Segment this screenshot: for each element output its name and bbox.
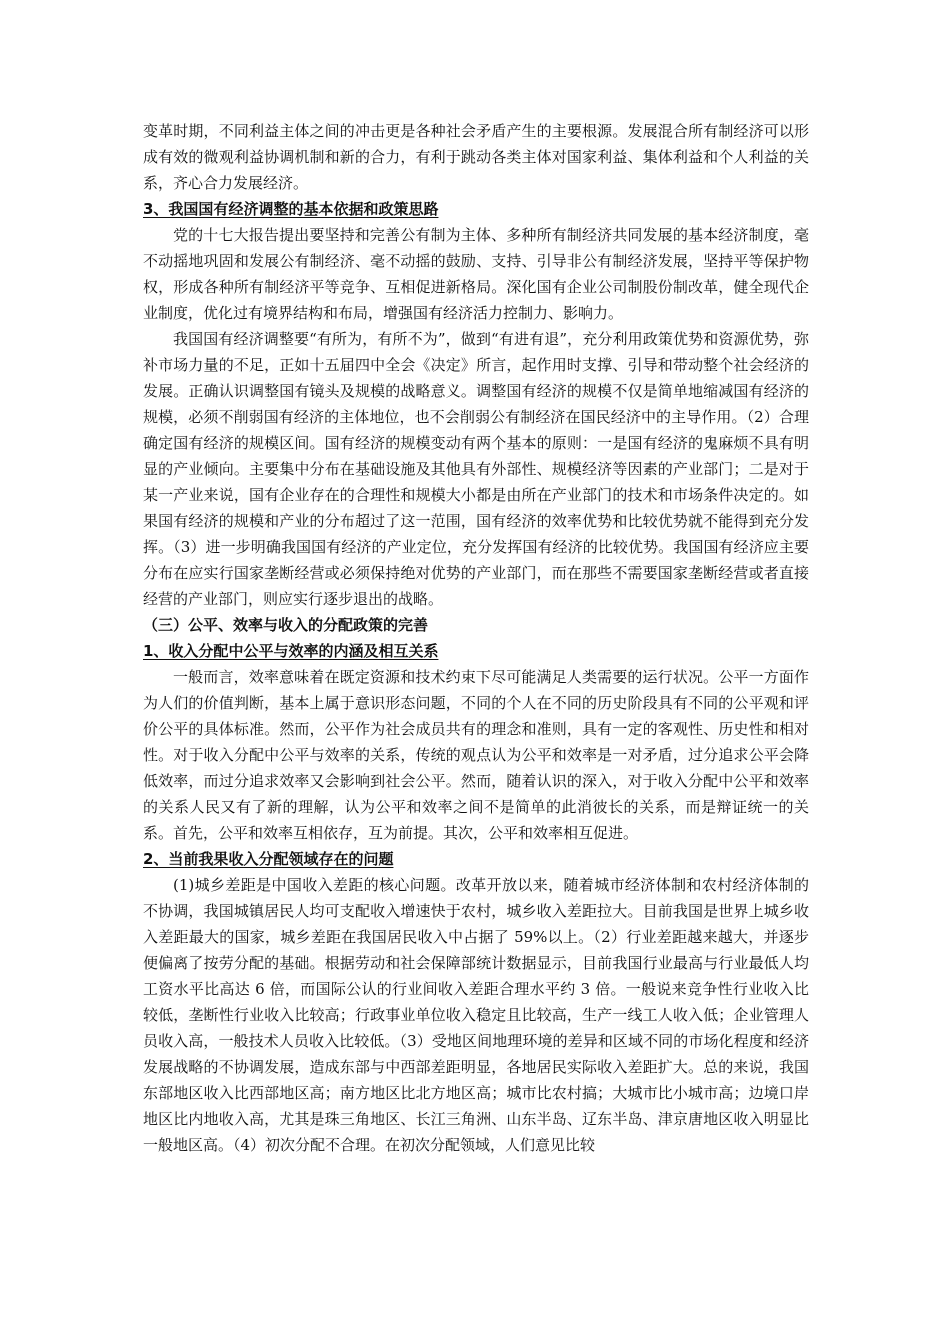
- paragraph-state-economy-adjustment: 我国国有经济调整要“有所为，有所不为”，做到“有进有退”，充分利用政策优势和资源优势，弥补市场力量的不足，正如十五届四中全会《决定》所言，起作用时支撑、引导和带动整个社会经济的发展。正确认识调整国有镜头及规模的战略意义。调整国有经济的规模不仅是简单地缩减国有经济的规模，必须不削弱国有经济的主体地位，也不会削弱公有制经济在国民经济中的主导作用。（2）合理确定国有经济的规模区间。国有经济的规模变动有两个基本的原则：一是国有经济的鬼麻烦不具有明显的产业倾向。主要集中分布在基础设施及其他具有外部性、规模经济等因素的产业部门；二是对于某一产业来说，国有企业存在的合理性和规模大小都是由所在产业部门的技术和市场条件决定的。如果国有经济的规模和产业的分布超过了这一范围，国有经济的效率优势和比较优势就不能得到充分发挥。（3）进一步明确我国国有经济的产业定位，充分发挥国有经济的比较优势。我国国有经济应主要分布在应实行国家垄断经营或必须保持绝对优势的产业部门，而在那些不需要国家垄断经营或者直接经营的产业部门，则应实行逐步退出的战略。: [143, 330, 809, 608]
- paragraph-party-report: 党的十七大报告提出要坚持和完善公有制为主体、多种所有制经济共同发展的基本经济制度，毫不动摇地巩固和发展公有制经济、毫不动摇的鼓励、支持、引导非公有制经济发展，坚持平等保护物权，形成各种所有制经济平等竞争、互相促进新格局。深化国有企业公司制股份制改革，健全现代企业制度，优化过有境界结构和布局，增强国有经济活力控制力、影响力。: [143, 226, 809, 322]
- section-heading-2: 2、当前我果收入分配领域存在的问题: [143, 850, 394, 868]
- section-heading-3: 3、我国国有经济调整的基本依据和政策思路: [143, 200, 439, 218]
- section-heading-part-three: （三）公平、效率与收入的分配政策的完善: [143, 616, 429, 634]
- paragraph-fairness-efficiency: 一般而言，效率意味着在既定资源和技术约束下尽可能满足人类需要的运行状况。公平一方面作为人们的价值判断，基本上属于意识形态问题，不同的个人在不同的历史阶段具有不同的公平观和评价公平的具体标准。然而，公平作为社会成员共有的理念和准则，具有一定的客观性、历史性和相对性。对于收入分配中公平与效率的关系，传统的观点认为公平和效率是一对矛盾，过分追求公平会降低效率，而过分追求效率又会影响到社会公平。然而，随着认识的深入，对于收入分配中公平和效率的关系人民又有了新的理解，认为公平和效率之间不是简单的此消彼长的关系，而是辩证统一的关系。首先，公平和效率互相依存，互为前提。其次，公平和效率相互促进。: [143, 668, 809, 842]
- section-heading-1: 1、收入分配中公平与效率的内涵及相互关系: [143, 642, 439, 660]
- paragraph-intro: 变革时期，不同利益主体之间的冲击更是各种社会矛盾产生的主要根源。发展混合所有制经济可以形成有效的微观利益协调机制和新的合力，有利于跳动各类主体对国家利益、集体利益和个人利益的关系，齐心合力发展经济。: [143, 122, 809, 192]
- document-page: [143, 118, 809, 1158]
- paragraph-income-problems: (1)城乡差距是中国收入差距的核心问题。改革开放以来，随着城市经济体制和农村经济体制的不协调，我国城镇居民人均可支配收入增速快于农村，城乡收入差距拉大。目前我国是世界上城乡收入差距最大的国家，城乡差距在我国居民收入中占据了 59%以上。（2）行业差距越来越大，并逐步便偏离了按劳分配的基础。根据劳动和社会保障部统计数据显示，目前我国行业最高与行业最低人均工资水平比高达 6 倍，而国际公认的行业间收入差距合理水平约 3 倍。一般说来竞争性行业收入比较低，垄断性行业收入比较高；行政事业单位收入稳定且比较高，生产一线工人收入低；企业管理人员收入高，一般技术人员收入比较低。（3）受地区间地理环境的差异和区域不同的市场化程度和经济发展战略的不协调发展，造成东部与中西部差距明显，各地居民实际收入差距扩大。总的来说，我国东部地区收入比西部地区高；南方地区比北方地区高；城市比农村搞；大城市比小城市高；边境口岸地区比内地收入高，尤其是珠三角地区、长江三角洲、山东半岛、辽东半岛、津京唐地区收入明显比一般地区高。（4）初次分配不合理。在初次分配领域，人们意见比较: [143, 876, 809, 1154]
